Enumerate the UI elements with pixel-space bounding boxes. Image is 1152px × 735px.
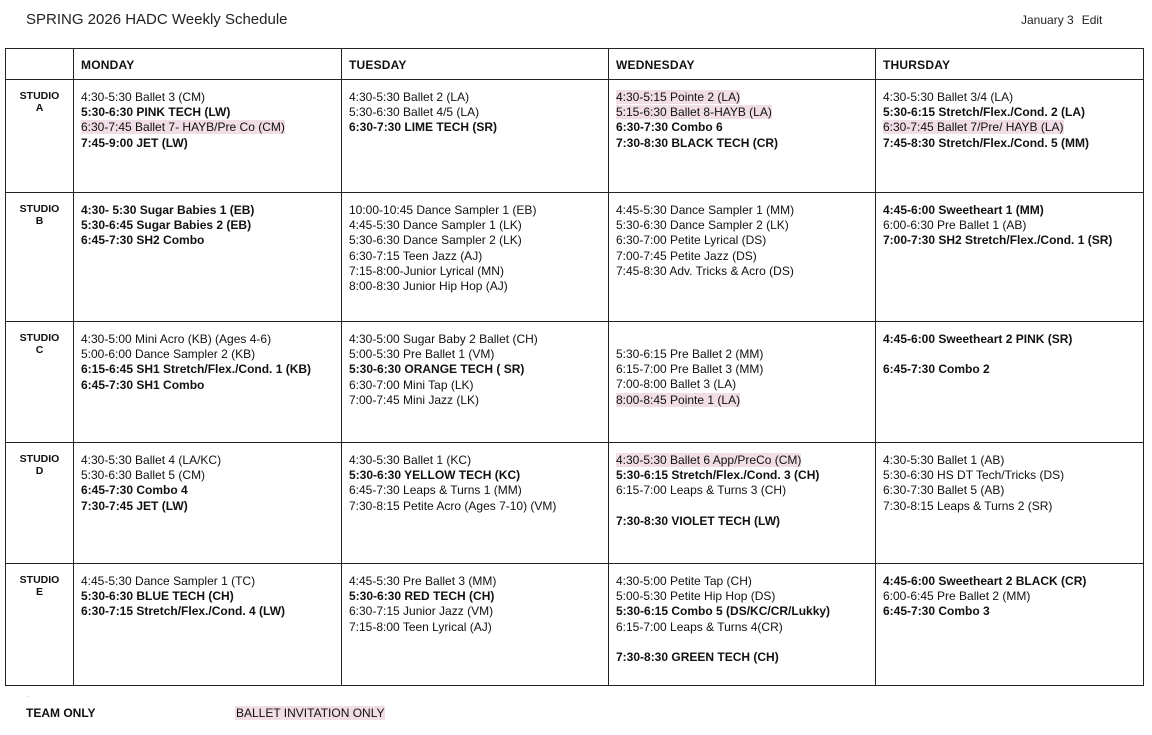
class-entry-text: 4:30-5:30 Ballet 1 (AB) (883, 453, 1005, 467)
class-entry-text: 6:00-6:45 Pre Ballet 2 (MM) (883, 589, 1031, 604)
schedule-cell-monday (74, 564, 342, 686)
class-entry-text: 10:00-10:45 Dance Sampler 1 (EB) (349, 203, 537, 217)
schedule-cell-monday (74, 443, 342, 564)
class-entry (349, 453, 604, 468)
class-entry (616, 604, 871, 619)
class-entry-text: 4:30- 5:30 Sugar Babies 1 (EB) (81, 203, 255, 217)
schedule-cell-monday (74, 193, 342, 322)
class-entry (616, 90, 871, 105)
class-entry-text: 4:30-5:30 Ballet 2 (LA) (349, 90, 470, 104)
class-entry-text: 4:45-5:30 Dance Sampler 1 (TC) (81, 574, 256, 588)
class-entry-text: 6:45-7:30 Leaps & Turns 1 (MM) (349, 483, 522, 498)
studio-label: STUDIO (19, 453, 60, 465)
class-entry-text: 5:00-6:00 Dance Sampler 2 (KB) (81, 347, 256, 362)
class-entry (883, 332, 1139, 347)
class-entry-text: 5:30-6:30 PINK TECH (LW) (81, 105, 231, 120)
class-entry (616, 218, 871, 233)
class-entry-text: 5:30-6:30 RED TECH (CH) (349, 589, 495, 604)
class-entry (616, 453, 871, 468)
class-entry (616, 105, 871, 120)
class-entry-text: 6:30-7:15 Teen Jazz (AJ) (349, 248, 483, 263)
class-entry-text: 6:45-7:30 Combo 2 (883, 362, 990, 377)
schedule-cell-wednesday (609, 564, 876, 686)
class-entry (883, 90, 1139, 105)
schedule-cell-tuesday (342, 193, 609, 322)
class-entry (349, 574, 604, 589)
class-entry-text: 6:30-7:30 LIME TECH (SR) (349, 120, 498, 135)
class-entry-text: 4:45-6:00 Sweetheart 1 (MM) (883, 203, 1044, 217)
class-entry (349, 105, 604, 120)
class-entry (616, 377, 871, 392)
column-header-thursday: THURSDAY (876, 49, 1144, 80)
class-entry-text: 4:45-5:30 Dance Sampler 1 (MM) (616, 203, 795, 217)
class-entry (883, 574, 1139, 589)
class-entry (81, 233, 337, 248)
class-entry-text: 4:30-5:15 Pointe 2 (LA) (616, 90, 741, 104)
class-entry-text: 5:30-6:30 Dance Sampler 2 (LK) (349, 233, 522, 248)
class-entry-text: 4:30-5:30 Ballet 4 (LA/KC) (81, 453, 222, 467)
class-entry-text: 5:15-6:30 Ballet 8-HAYB (LA) (616, 105, 772, 120)
class-entry (349, 378, 604, 393)
class-entry-text: 7:00-7:45 Petite Jazz (DS) (616, 248, 757, 263)
studio-letter: D (35, 465, 44, 477)
class-entry (883, 362, 1139, 377)
class-entry-text: 4:30-5:30 Ballet 3 (CM) (81, 90, 206, 104)
class-entry (81, 203, 337, 218)
schedule-cell-tuesday (342, 443, 609, 564)
class-entry-text: 6:30-7:45 Ballet 7- HAYB/Pre Co (CM) (81, 120, 285, 135)
schedule-cell-thursday (876, 564, 1144, 686)
class-entry (349, 332, 604, 347)
class-entry (616, 136, 871, 151)
class-entry-text: 4:30-5:30 Ballet 6 App/PreCo (CM) (616, 453, 802, 467)
studio-label-cell (6, 564, 74, 686)
class-entry-text: 4:45-5:30 Pre Ballet 3 (MM) (349, 574, 497, 588)
class-entry (81, 468, 337, 483)
date-edit-header (1021, 13, 1102, 27)
class-entry (883, 483, 1139, 498)
header-row (6, 49, 1144, 80)
class-entry (81, 574, 337, 589)
class-entry-text: 4:30-5:30 Ballet 1 (KC) (349, 453, 472, 467)
legend-team-only: TEAM ONLY (26, 706, 96, 720)
schedule-cell-tuesday (342, 564, 609, 686)
class-entry (81, 332, 337, 347)
class-entry (883, 136, 1139, 151)
class-entry-text: 5:30-6:30 Ballet 5 (CM) (81, 468, 206, 483)
class-entry (81, 604, 337, 619)
studio-row (6, 193, 1144, 322)
schedule-cell-wednesday (609, 322, 876, 443)
class-entry-text: 7:45-8:30 Stretch/Flex./Cond. 5 (MM) (883, 135, 1090, 150)
class-entry (349, 393, 604, 408)
divider-mark: · (27, 694, 29, 700)
class-entry-text: 6:45-7:30 SH1 Combo (81, 377, 205, 392)
schedule-cell-tuesday (342, 322, 609, 443)
class-entry (81, 453, 337, 468)
studio-letter: B (35, 215, 44, 227)
class-entry-text: 5:00-5:30 Petite Hip Hop (DS) (616, 589, 776, 604)
class-entry (349, 218, 604, 233)
corner-cell (6, 49, 74, 80)
class-entry (349, 604, 604, 619)
date-label: January 3 (1021, 13, 1074, 27)
class-entry-text: 7:30-8:30 VIOLET TECH (LW) (616, 513, 781, 528)
class-entry-text: 6:45-7:30 Combo 3 (883, 604, 990, 619)
studio-label-cell (6, 80, 74, 193)
class-entry (883, 120, 1139, 135)
class-entry (349, 499, 604, 514)
schedule-cell-thursday (876, 443, 1144, 564)
class-entry-text: 5:30-6:45 Sugar Babies 2 (EB) (81, 218, 252, 233)
class-entry-text: 5:30-6:15 Stretch/Flex./Cond. 2 (LA) (883, 105, 1086, 120)
class-entry-text: 7:30-8:15 Petite Acro (Ages 7-10) (VM) (349, 498, 557, 513)
class-entry (616, 468, 871, 483)
class-entry-text: 6:45-7:30 SH2 Combo (81, 233, 205, 248)
class-entry-text: 5:00-5:30 Pre Ballet 1 (VM) (349, 347, 495, 362)
class-entry (349, 589, 604, 604)
class-entry (616, 362, 871, 377)
class-entry (616, 589, 871, 604)
class-entry-text: 6:30-7:30 Combo 6 (616, 120, 723, 135)
class-entry (81, 347, 337, 362)
class-entry (349, 468, 604, 483)
studio-label-cell (6, 322, 74, 443)
studio-label-cell (6, 193, 74, 322)
class-entry (81, 120, 337, 135)
class-entry-text: 6:15-7:00 Leaps & Turns 3 (CH) (616, 483, 787, 498)
class-entry-text: 6:30-7:45 Ballet 7/Pre/ HAYB (LA) (883, 120, 1064, 135)
class-entry (349, 120, 604, 135)
class-entry-text: 4:30-5:30 Ballet 3/4 (LA) (883, 90, 1014, 104)
studio-row (6, 80, 1144, 193)
studio-label-cell (6, 443, 74, 564)
class-entry (616, 264, 871, 279)
class-entry-text: 5:30-6:15 Combo 5 (DS/KC/CR/Lukky) (616, 604, 831, 619)
studio-label: STUDIO (19, 332, 60, 344)
schedule-cell-wednesday (609, 80, 876, 193)
class-entry (616, 393, 871, 408)
class-entry-text: 4:30-5:00 Sugar Baby 2 Ballet (CH) (349, 332, 538, 346)
class-entry-text: 8:00-8:30 Junior Hip Hop (AJ) (349, 279, 508, 294)
class-entry-text: 5:30-6:30 YELLOW TECH (KC) (349, 468, 521, 483)
class-entry-text: 6:00-6:30 Pre Ballet 1 (AB) (883, 218, 1027, 233)
edit-link[interactable]: Edit (1081, 13, 1103, 27)
schedule-cell-tuesday (342, 80, 609, 193)
schedule-cell-thursday (876, 193, 1144, 322)
studio-letter: E (35, 586, 43, 598)
class-entry (883, 453, 1139, 468)
studio-label: STUDIO (19, 203, 60, 215)
class-entry (349, 483, 604, 498)
class-entry-text: 5:30-6:15 Pre Ballet 2 (MM) (616, 347, 764, 361)
class-entry (349, 362, 604, 377)
studio-row (6, 443, 1144, 564)
class-entry-text: 4:45-5:30 Dance Sampler 1 (LK) (349, 218, 522, 233)
class-entry (349, 347, 604, 362)
schedule-cell-monday (74, 322, 342, 443)
class-entry-text: 6:30-7:15 Junior Jazz (VM) (349, 604, 494, 619)
class-entry-text: 5:30-6:30 ORANGE TECH ( SR) (349, 362, 525, 377)
class-entry (81, 105, 337, 120)
class-entry (81, 483, 337, 498)
class-entry-text: 6:30-7:00 Mini Tap (LK) (349, 377, 474, 392)
class-entry (81, 362, 337, 377)
class-entry-text: 7:30-8:30 BLACK TECH (CR) (616, 135, 779, 150)
class-entry-text: 7:30-7:45 JET (LW) (81, 498, 188, 513)
class-entry (349, 233, 604, 248)
class-entry (349, 279, 604, 294)
class-entry-text: 6:15-7:00 Leaps & Turns 4(CR) (616, 619, 783, 634)
class-entry (616, 514, 871, 529)
class-entry (616, 574, 871, 589)
class-entry-text: 4:45-6:00 Sweetheart 2 BLACK (CR) (883, 574, 1087, 588)
class-entry (883, 499, 1139, 514)
class-entry-text: 4:30-5:00 Mini Acro (KB) (Ages 4-6) (81, 332, 272, 346)
class-entry-text: 6:30-7:15 Stretch/Flex./Cond. 4 (LW) (81, 604, 286, 619)
class-entry-text: 4:45-6:00 Sweetheart 2 PINK (SR) (883, 332, 1073, 346)
class-entry (616, 233, 871, 248)
class-entry-text: 7:45-9:00 JET (LW) (81, 135, 188, 150)
class-entry-text: 7:30-8:30 GREEN TECH (CH) (616, 649, 779, 664)
class-entry-text: 6:45-7:30 Combo 4 (81, 483, 188, 498)
schedule-cell-wednesday (609, 443, 876, 564)
class-entry-text: 7:30-8:15 Leaps & Turns 2 (SR) (883, 498, 1053, 513)
class-entry-text: 7:15-8:00 Teen Lyrical (AJ) (349, 619, 492, 634)
schedule-cell-monday (74, 80, 342, 193)
class-entry (616, 203, 871, 218)
class-entry (883, 468, 1139, 483)
class-entry (349, 620, 604, 635)
class-entry-text: 7:15-8:00-Junior Lyrical (MN) (349, 263, 504, 278)
class-entry (883, 233, 1139, 248)
schedule-cell-wednesday (609, 193, 876, 322)
class-entry (883, 218, 1139, 233)
class-entry-text: 5:30-6:30 Ballet 4/5 (LA) (349, 105, 480, 120)
class-entry (616, 249, 871, 264)
studio-letter: A (35, 102, 44, 114)
studio-row (6, 564, 1144, 686)
class-entry-text: 5:30-6:30 BLUE TECH (CH) (81, 589, 234, 604)
column-header-tuesday: TUESDAY (342, 49, 609, 80)
column-header-wednesday: WEDNESDAY (609, 49, 876, 80)
studio-label: STUDIO (19, 574, 60, 586)
class-entry-text: 6:30-7:00 Petite Lyrical (DS) (616, 233, 767, 248)
class-entry (81, 136, 337, 151)
class-entry (883, 589, 1139, 604)
class-entry (883, 604, 1139, 619)
class-entry-text: 6:15-7:00 Pre Ballet 3 (MM) (616, 362, 764, 377)
class-entry (616, 620, 871, 635)
class-entry-text: 5:30-6:30 Dance Sampler 2 (LK) (616, 218, 789, 233)
class-entry (883, 203, 1139, 218)
class-entry-text: 7:45-8:30 Adv. Tricks & Acro (DS) (616, 263, 794, 278)
studio-row (6, 322, 1144, 443)
class-entry-text: 4:30-5:00 Petite Tap (CH) (616, 574, 752, 588)
class-entry (616, 483, 871, 498)
class-entry-text: 8:00-8:45 Pointe 1 (LA) (616, 392, 741, 407)
class-entry (883, 105, 1139, 120)
column-header-monday: MONDAY (74, 49, 342, 80)
class-entry (81, 378, 337, 393)
class-entry (81, 589, 337, 604)
class-entry (349, 264, 604, 279)
page-title: SPRING 2026 HADC Weekly Schedule (26, 11, 288, 28)
class-entry (81, 218, 337, 233)
class-entry (616, 347, 871, 362)
schedule-cell-thursday (876, 80, 1144, 193)
class-entry (349, 203, 604, 218)
class-entry-text: 7:00-7:30 SH2 Stretch/Flex./Cond. 1 (SR) (883, 233, 1113, 248)
class-entry (616, 650, 871, 665)
class-entry-text: 6:30-7:30 Ballet 5 (AB) (883, 483, 1005, 498)
class-entry (616, 120, 871, 135)
legend-ballet-invitation: BALLET INVITATION ONLY (236, 706, 385, 720)
class-entry-text: 6:15-6:45 SH1 Stretch/Flex./Cond. 1 (KB) (81, 362, 312, 377)
class-entry (81, 90, 337, 105)
class-entry-text: 7:00-8:00 Ballet 3 (LA) (616, 377, 737, 392)
class-entry (349, 249, 604, 264)
schedule-cell-thursday (876, 322, 1144, 443)
class-entry-text: 7:00-7:45 Mini Jazz (LK) (349, 392, 480, 407)
studio-letter: C (35, 344, 44, 356)
schedule-table (5, 48, 1144, 686)
class-entry (81, 499, 337, 514)
class-entry-text: 5:30-6:15 Stretch/Flex./Cond. 3 (CH) (616, 468, 820, 483)
class-entry (349, 90, 604, 105)
studio-label: STUDIO (19, 90, 60, 102)
class-entry-text: 5:30-6:30 HS DT Tech/Tricks (DS) (883, 468, 1065, 483)
